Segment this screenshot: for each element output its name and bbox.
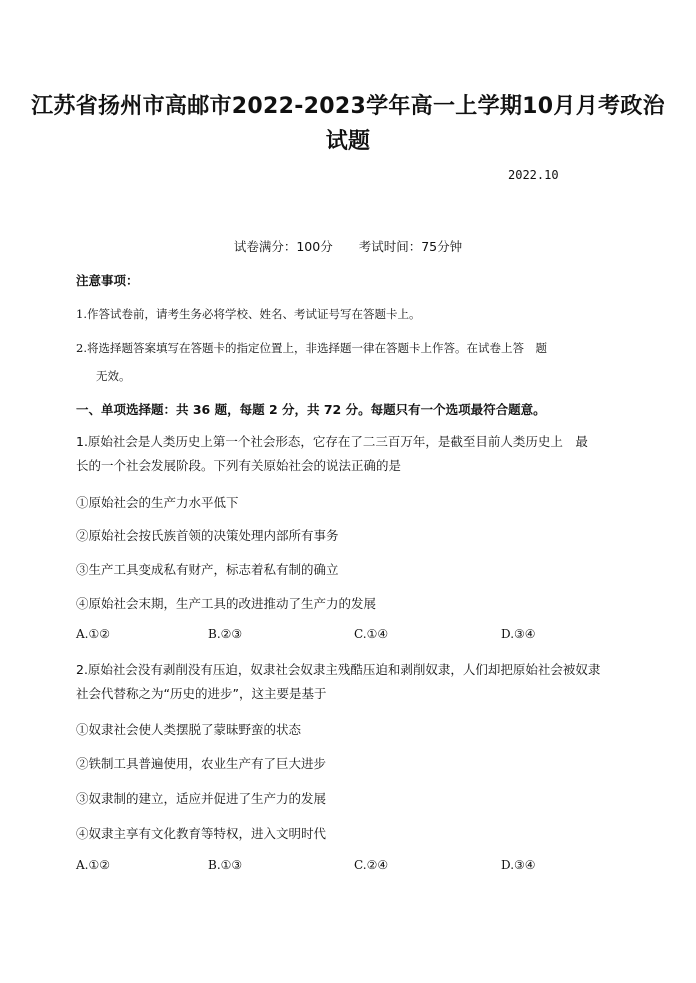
question-2-option-2: ②铁制工具普遍使用，农业生产有了巨大进步 <box>76 756 327 771</box>
question-1-option-2: ②原始社会按氏族首领的决策处理内部所有事务 <box>76 528 339 543</box>
note-item-2-line2: 无效。 <box>96 369 131 383</box>
question-1-choice-a: A.①② <box>76 627 110 641</box>
question-2-option-1: ①奴隶社会使人类摆脱了蒙昧野蛮的状态 <box>76 722 302 737</box>
question-2-choice-c: C.②④ <box>354 858 389 872</box>
question-1-choice-b: B.②③ <box>208 627 243 641</box>
exam-info <box>0 237 696 255</box>
document-title-continued: 试题 <box>325 129 371 154</box>
question-1-choice-d: D.③④ <box>501 627 536 641</box>
question-2-choices <box>76 858 636 878</box>
note-item-2 <box>76 334 636 390</box>
question-1-option-1: ①原始社会的生产力水平低下 <box>76 495 239 510</box>
question-2-choice-d: D.③④ <box>501 858 536 872</box>
question-1-stem-line1: 1.原始社会是人类历史上第一个社会形态，它存在了二三百万年，是截至目前人类历史上 最 <box>76 434 588 449</box>
question-2-choice-b: B.①③ <box>208 858 243 872</box>
question-1-option-4: ④原始社会末期，生产工具的改进推动了生产力的发展 <box>76 596 377 611</box>
document-title: 江苏省扬州市高邮市2022-2023学年高一上学期10月月考政治 <box>31 94 665 119</box>
question-2-option-4: ④奴隶主享有文化教育等特权，进入文明时代 <box>76 826 327 841</box>
full-score: 试卷满分：100分 <box>233 239 333 254</box>
question-1-choice-c: C.①④ <box>354 627 389 641</box>
question-1-option-3: ③生产工具变成私有财产，标志着私有制的确立 <box>76 562 339 577</box>
question-2-stem-line1: 2.原始社会没有剥削没有压迫，奴隶社会奴隶主残酷压迫和剥削奴隶，人们却把原始社会被奴隶 <box>76 662 601 677</box>
question-2-option-3: ③奴隶制的建立，适应并促进了生产力的发展 <box>76 791 327 806</box>
exam-time: 考试时间：75分钟 <box>358 239 463 254</box>
question-1-choices <box>76 627 636 647</box>
question-2-stem-line2: 社会代替称之为“历史的进步”，这主要是基于 <box>76 686 327 701</box>
question-1-stem-line2: 长的一个社会发展阶段。下列有关原始社会的说法正确的是 <box>76 458 402 473</box>
exam-date: 2022.10 <box>508 168 559 182</box>
note-item-1: 1.作答试卷前，请考生务必将学校、姓名、考试证号写在答题卡上。 <box>76 307 421 321</box>
notes-heading: 注意事项： <box>76 273 139 288</box>
section-heading: 一、单项选择题：共 36 题，每题 2 分，共 72 分。每题只有一个选项最符合题意。 <box>76 402 546 417</box>
question-2-choice-a: A.①② <box>76 858 110 872</box>
note-item-2-line1: 2.将选择题答案填写在答题卡的指定位置上，非选择题一律在答题卡上作答。在试卷上答 题 <box>76 341 547 355</box>
question-1-stem <box>76 430 636 478</box>
question-2-stem <box>76 658 636 706</box>
